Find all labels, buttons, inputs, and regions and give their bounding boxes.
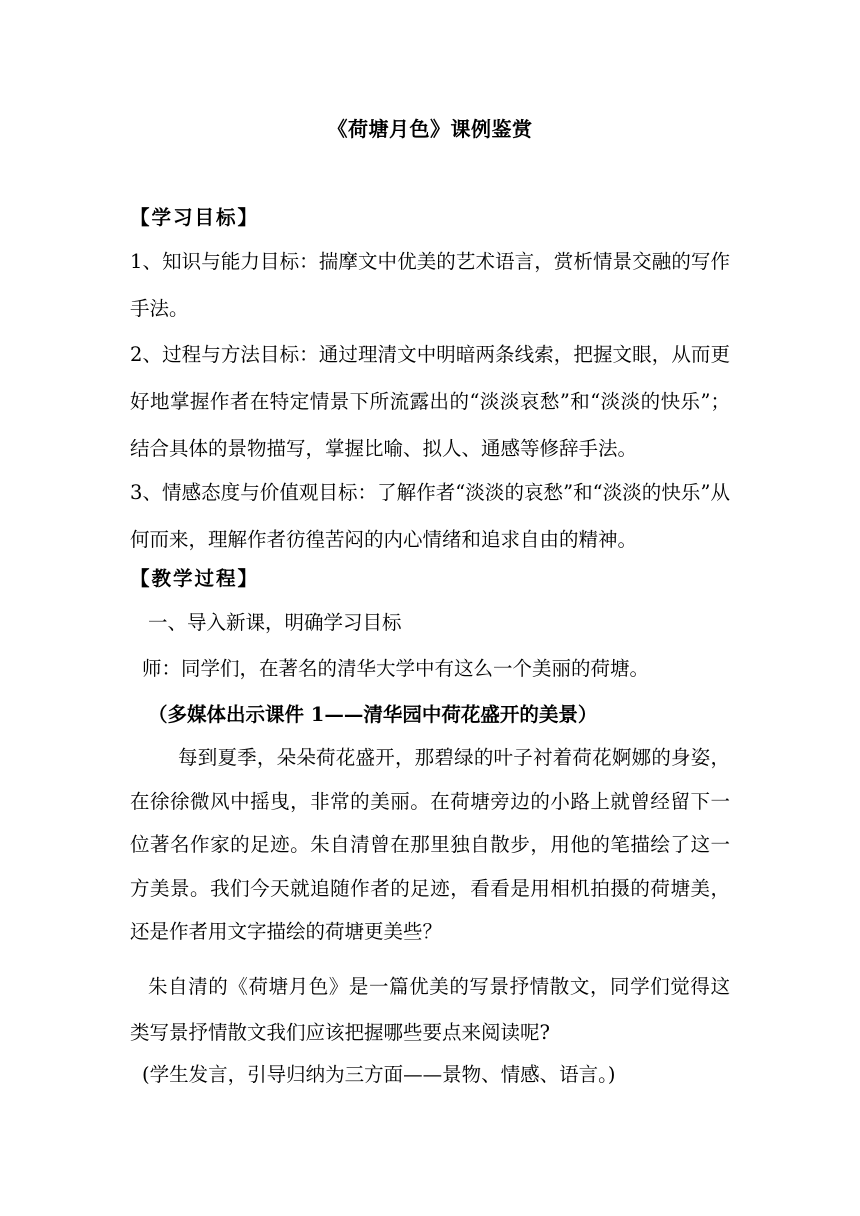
objective-2: 2、过程与方法目标：通过理清文中明暗两条线索，把握文眼，从而更好地掌握作者在特定情景下所流露出的“淡淡哀愁”和“淡淡的快乐”；结合具体的景物描写，掌握比喻、拟人、通感等修辞手法。 bbox=[130, 343, 730, 460]
question-paragraph: 朱自清的《荷塘月色》是一篇优美的写景抒情散文，同学们觉得这类写景抒情散文我们应该把握哪些要点来阅读呢? bbox=[130, 975, 730, 1044]
intro-paragraph: 每到夏季，朵朵荷花盛开，那碧绿的叶子衬着荷花婀娜的身姿，在徐徐微风中摇曳，非常的美丽。在荷塘旁边的小路上就曾经留下一位著名作家的足迹。朱自清曾在那里独自散步，用他的笔描绘了这一方美景。我们今天就追随作者的足迹，看看是用相机拍摄的荷塘美，还是作者用文字描绘的荷塘更美些？ bbox=[130, 746, 730, 943]
question-paragraph-block bbox=[130, 975, 730, 1056]
objective-2-block bbox=[130, 343, 730, 472]
process-heading: 【教学过程】 bbox=[130, 567, 260, 590]
intro-paragraph-block bbox=[130, 746, 730, 954]
multimedia-note: （多媒体出示课件 1——清华园中荷花盛开的美景） bbox=[148, 703, 598, 726]
student-note-block bbox=[142, 1063, 742, 1087]
objectives-heading-block bbox=[130, 206, 730, 230]
multimedia-note-block bbox=[148, 703, 748, 727]
section-1-heading: 一、导入新课，明确学习目标 bbox=[148, 611, 402, 634]
process-heading-block bbox=[130, 567, 730, 591]
teacher-line: 师：同学们，在著名的清华大学中有这么一个美丽的荷塘。 bbox=[142, 657, 650, 680]
objective-1-block bbox=[130, 250, 730, 332]
objectives-heading: 【学习目标】 bbox=[130, 206, 260, 229]
objective-3-block bbox=[130, 481, 730, 563]
objective-3: 3、情感态度与价值观目标：了解作者“淡淡的哀愁”和“淡淡的快乐”从何而来，理解作者彷徨苦闷的内心情绪和追求自由的精神。 bbox=[130, 481, 730, 551]
section-1-block bbox=[148, 611, 748, 635]
student-note: (学生发言，引导归纳为三方面——景物、情感、语言。) bbox=[142, 1063, 616, 1086]
document-title: 《荷塘月色》课例鉴赏 bbox=[327, 117, 533, 141]
objective-1: 1、知识与能力目标：揣摩文中优美的艺术语言，赏析情景交融的写作手法。 bbox=[130, 250, 730, 320]
teacher-line-block bbox=[142, 657, 742, 681]
